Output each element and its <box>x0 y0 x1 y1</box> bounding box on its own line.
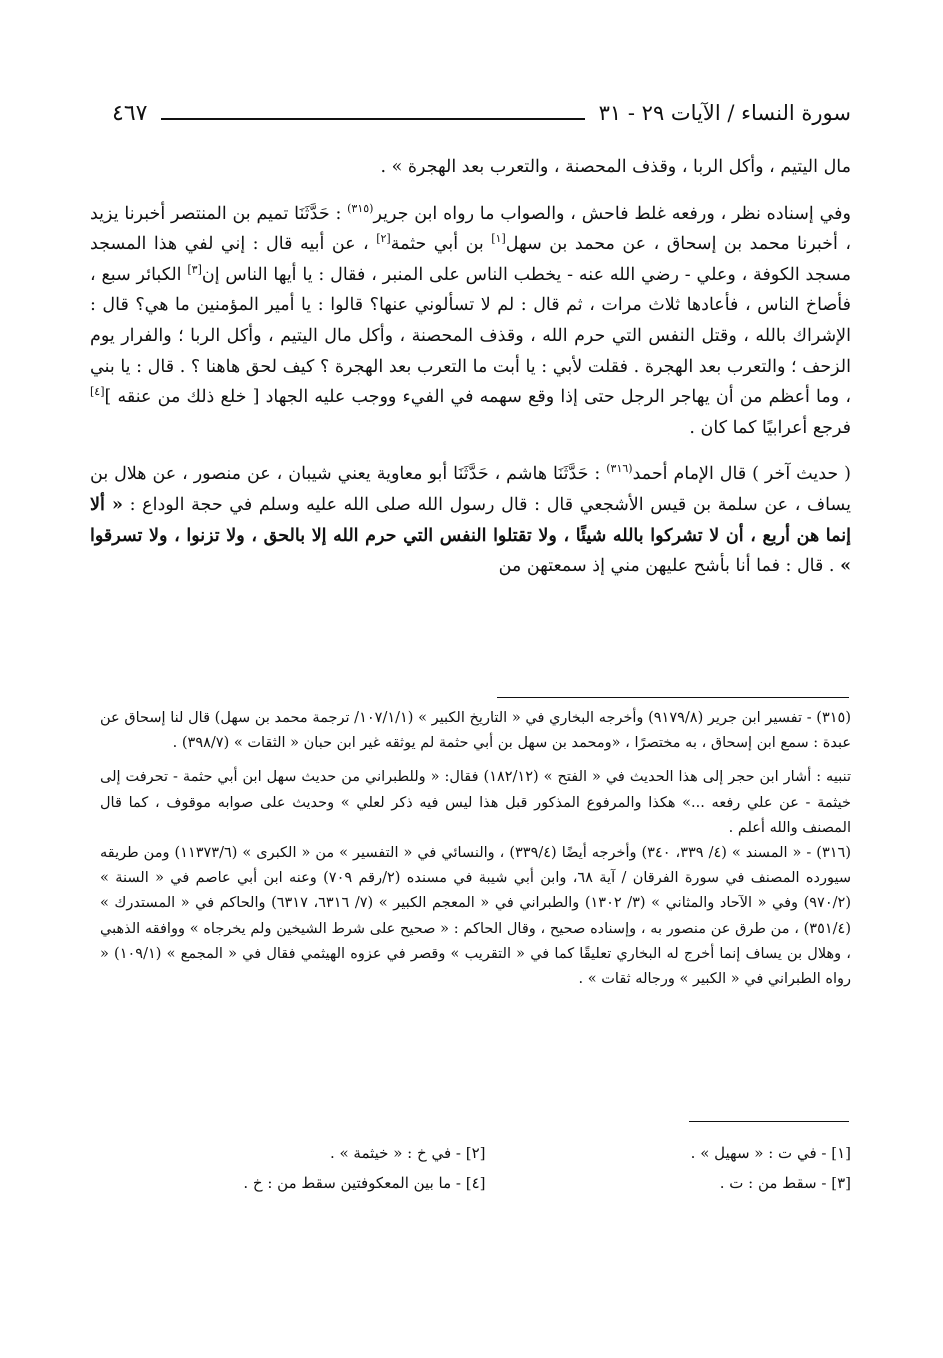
apparatus-note-1: [١] - في ت : « سهيل » . <box>690 1144 851 1162</box>
footnote-ref-316: (٣١٦) <box>606 462 633 476</box>
paragraph-1: مال اليتيم ، وأكل الربا ، وقذف المحصنة ، والتعرب بعد الهجرة » . <box>380 157 851 177</box>
footnote-315: (٣١٥) - تفسير ابن جرير (٩١٧٩/٨) وأخرجه البخاري في « التاريخ الكبير » (١٠٧/١/١/ ترجمة محمد بن سهل) قال لنا إسحاق عن عبدة : سمع ابن إسحاق ، به مختصرًا ، «ومحمد بن سهل بن أبي حثمة لم يوثقه غير ابن حبان « الثقات » (٣٩٨/٧) . <box>100 710 851 752</box>
critical-apparatus <box>120 1138 851 1198</box>
running-header <box>112 96 851 130</box>
critical-ref-1: [١] <box>491 232 506 246</box>
text-run: الكبائر سبع ، فأصاخ الناس ، فأعادها ثلاث مرات ، ثم قال : لم لا تسألوني عنها؟ قالوا : يا أمير المؤمنين ما هي؟ قال : الإشراك بالله ، وقتل النفس التي حرم الله ، وقذف المحصنة ، وأكل مال اليتيم ، وأكل الربا ؛ والفرار يوم الزحف ؛ والتعرب بعد الهجرة . فقلت لأبي : يا أبت ما التعرب بعد الهجرة ؟ كيف لحق هاهنا ؟ . قال : يا بني ، وما أعظم من أن يهاجر الرجل حتى إذا وقع سهمه في الفيء ووجب عليه الجهاد [ خلع ذلك من عنقه ] <box>90 264 851 408</box>
text-run: فرجع أعرابيًا كما كان . <box>689 417 851 438</box>
text-run: : حَدَّثَنَا هاشم ، حَدَّثَنَا أبو معاوية يعني شيبان ، عن منصور ، عن هلال بن يساف ، عن سلمة بن قيس الأشجعي قال : قال رسول الله صلى الله عليه وسلم في حجة الوداع : <box>90 464 851 515</box>
critical-ref-2: [٢] <box>376 232 391 246</box>
footnote-316: (٣١٦) - « المسند » (٤/ ٣٣٩، ٣٤٠) وأخرجه أيضًا (٣٣٩/٤) ، والنسائي في « التفسير » من « الكبرى » (١١٣٧٣/٦) ومن طريقه سيورده المصنف في سورة الفرقان / آية ٦٨، وابن أبي شيبة في مسنده (٢/رقم ٧٠٩) وعنه ابن أبي عاصم في « السنة » (٩٧٠/٢) وفي « الآحاد والمثاني » (٣/ ١٣٠٢) والطبراني في « المعجم الكبير » (٧/ ٦٣١٦، ٦٣١٧) والحاكم في « المستدرك » (٣٥١/٤) ، من طرق عن منصور به ، وإسناده صحيح ، وقال الحاكم : « صحيح على شرط الشيخين ولم يخرجاه » ووافقه الذهبي ، وهلال بن يساف إنما أخرج له البخاري تعليقًا كما في « التقريب » وقصر في عزوه الهيثمي فقال في « المجمع » (١٠٩/١) « رواه الطبراني في « الكبير » ورجاله ثقات » . <box>100 845 852 988</box>
apparatus-row <box>120 1168 851 1198</box>
hadith-quote: « ألا إنما هن أربع ، أن لا تشركوا بالله شيئًا ، ولا تقتلوا النفس التي حرم الله إلا بالحق ، ولا تزنوا ، ولا تسرقوا » <box>90 494 851 577</box>
text-run: وفي إسناده نظر ، ورفعه غلط فاحش ، والصواب ما رواه ابن جرير <box>373 203 851 224</box>
critical-ref-4: [٤] <box>90 385 105 399</box>
text-run: ، عن أبيه قال : إني لفي هذا المسجد مسجد الكوفة ، وعلي - رضي الله عنه - يخطب الناس على المنبر ، فقال : يا أيها الناس إن <box>90 234 851 285</box>
page-number: ٤٦٧ <box>112 100 148 126</box>
footnote-ref-315: (٣١٥) <box>347 201 374 215</box>
apparatus-note-2: [٢] - في خ : « خيثمة » . <box>329 1144 486 1162</box>
paragraph-3 <box>90 459 851 581</box>
surah-title: سورة النساء / الآيات ٢٩ - ٣١ <box>598 101 851 125</box>
critical-apparatus-separator <box>689 1121 849 1122</box>
header-rule <box>161 118 584 120</box>
apparatus-note-4: [٤] - ما بين المعكوفتين سقط من : خ . <box>243 1174 486 1192</box>
critical-ref-3: [٣] <box>187 262 202 276</box>
apparatus-note-3: [٣] - سقط من : ت . <box>719 1174 851 1192</box>
text-run: بن أبي حثمة <box>390 234 492 255</box>
paragraph-2 <box>90 199 851 444</box>
text-run: . قال : فما أنا بأشح عليهن مني إذ سمعتهن من <box>498 556 841 577</box>
footnote-note: تنبيه : أشار ابن حجر إلى هذا الحديث في « الفتح » (١٨٢/١٢) فقال: « وللطبراني من حديث سهل ابن أبي حثمة - تحرفت إلى خيثمة - عن علي رفعه ...» هكذا والمرفوع المذكور قبل هذا ليس فيه ذكر لعلي » وحديث على صوابه موقوف ، كما قال المصنف والله أعلم . <box>100 769 851 836</box>
footnote-separator <box>497 697 849 698</box>
apparatus-row <box>120 1138 851 1168</box>
text-run: : حَدَّثَنَا تميم بن المنتصر أخبرنا يزيد ، أخبرنا محمد بن إسحاق ، عن محمد بن سهل <box>90 203 851 255</box>
footnotes <box>100 706 851 992</box>
text-run: ( حديث آخر ) قال الإمام أحمد <box>632 464 851 485</box>
main-text <box>90 152 851 582</box>
